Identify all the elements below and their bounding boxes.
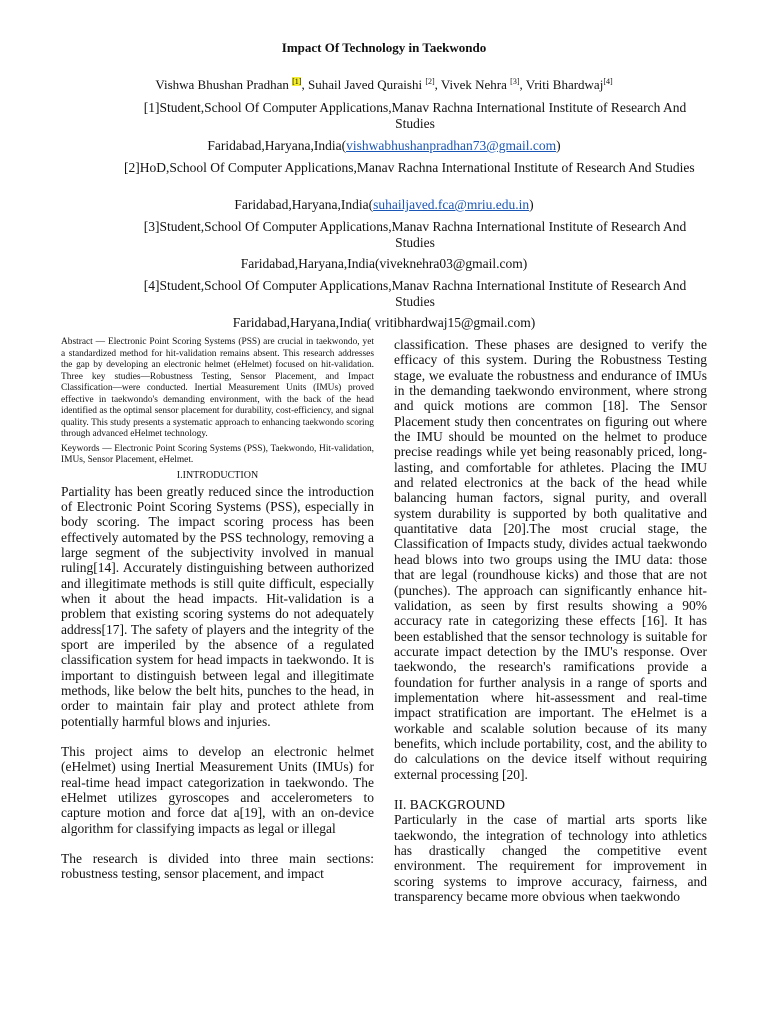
contact-text: Faridabad,Haryana,India(viveknehra03@gmail.com) <box>240 256 528 271</box>
paragraph: This project aims to develop an electronic helmet (eHelmet) using Inertial Measurement Units (IMUs) for real-time head impact categorization in taekwondo. The eHelmet utilizes gyroscopes and accelerometers to capture motion and force dat a[19], with an on-device algorithm for classifying impacts as legal or illegal <box>61 744 374 836</box>
author-mark: [2] <box>425 77 435 86</box>
author-separator: , <box>434 77 441 92</box>
affiliation-1: [1]Student,School Of Computer Applications,Manav Rachna International Institute of Research And Studies <box>143 100 687 131</box>
author-line <box>0 77 768 93</box>
paper-title: Impact Of Technology in Taekwondo <box>281 40 487 55</box>
contact-prefix: Faridabad,Haryana,India( <box>234 197 374 212</box>
email-link[interactable]: suhailjaved.fca@mriu.edu.in <box>373 197 530 212</box>
affiliation-4: [4]Student,School Of Computer Applications,Manav Rachna International Institute of Research And Studies <box>143 278 687 309</box>
author-separator: , <box>301 77 308 92</box>
paragraph-gap <box>61 729 374 744</box>
contact-suffix: ) <box>529 197 534 212</box>
section-heading-introduction: I.INTRODUCTION <box>176 469 259 481</box>
keywords: Keywords — Electronic Point Scoring Systems (PSS), Taekwondo, Hit-validation, IMUs, Sensor Placement, eHelmet. <box>61 443 374 465</box>
author-name: Vivek Nehra <box>440 77 511 92</box>
paragraph: Partiality has been greatly reduced since the introduction of Electronic Point Scoring Systems (PSS), especially in body scoring. The impact scoring process has been effectively automated by the PSS technology, removing a large segment of the subjectivity involved in manual ruling[14]. Accurately distinguishing between authorized and illegitimate methods is still quite difficult, especially when it about the head impacts. Hit-validation is a problem that existing scoring systems do not adequately address[17]. The safety of players and the integrity of the sport are imperiled by the absence of a regulated classification system for head impacts in taekwondo. It is important to distinguish between legal and illegitimate methods, like below the belt hits, punches to the head, in order to maintain fair play and protect athlete from potentially harmful blows and injuries. <box>61 483 374 729</box>
paragraph: The research is divided into three main sections: robustness testing, sensor placement, and impact <box>61 851 374 882</box>
email-link[interactable]: vishwabhushanpradhan73@gmail.com <box>346 138 557 153</box>
contact-1 <box>0 138 768 154</box>
author-mark: [1] <box>292 77 302 86</box>
affiliation-2: [2]HoD,School Of Computer Applications,Manav Rachna International Institute of Research And Studies <box>124 160 695 175</box>
author-name: Vriti Bhardwaj <box>525 77 604 92</box>
author-mark: [3] <box>510 77 520 86</box>
paragraph-gap <box>394 782 707 797</box>
contact-text: Faridabad,Haryana,India( vritibhardwaj15@gmail.com) <box>232 315 536 330</box>
author-mark: [4] <box>603 77 613 86</box>
contact-2 <box>0 197 768 213</box>
contact-suffix: ) <box>556 138 561 153</box>
contact-4 <box>0 315 768 331</box>
author-separator: , <box>519 77 526 92</box>
paragraph-gap <box>61 836 374 851</box>
left-column <box>61 337 374 882</box>
section-heading-background: II. BACKGROUND <box>394 796 505 812</box>
contact-prefix: Faridabad,Haryana,India( <box>207 138 347 153</box>
paragraph: Particularly in the case of martial arts sports like taekwondo, the integration of technology into athletics has drastically changed the competitive event environment. The requirement for improvement in scoring systems to improve accuracy, fairness, and transparency became more obvious when taekwondo <box>394 812 707 905</box>
affiliation-3: [3]Student,School Of Computer Applications,Manav Rachna International Institute of Research And Studies <box>143 219 687 250</box>
right-column <box>394 337 707 904</box>
abstract: Abstract — Electronic Point Scoring Systems (PSS) are crucial in taekwondo, yet a standardized method for hit-validation remains absent. This research addresses the gap by developing an electronic helmet (eHelmet) focused on hit-validation. Three key studies—Robustness Testing, Sensor Placement, and Impact Classification—were conducted. Inertial Measurement Units (IMUs) proved effective in taekwondo's demanding environment, with the back of the head identified as the optimal sensor placement for durability, cost-efficiency, and signal quality. This study presents a systematic approach to enhancing taekwondo scoring through advanced eHelmet technology. <box>61 337 374 439</box>
author-name: Suhail Javed Quraishi <box>307 77 426 92</box>
contact-3 <box>0 256 768 272</box>
author-name: Vishwa Bhushan Pradhan <box>155 77 293 92</box>
paragraph: classification. These phases are designed to verify the efficacy of this system. During the Robustness Testing stage, we evaluate the robustness and endurance of IMUs in the demanding taekwondo environment, where strong and quick motions are common [18]. The Sensor Placement study then concentrates on figuring out where the IMU should be mounted on the helmet to produce precise readings while yet being reasonably priced, long-lasting, and comfortable for athletes. Placing the IMU and related electronics at the back of the head while balancing human factors, signal purity, and overall system durability is supported by both qualitative and quantitative data [20].The most crucial stage, the Classification of Impacts study, divides actual taekwondo head blows into two groups using the IMU data: those that are legal (roundhouse kicks) and those that are not (punches). The approach can significantly enhance hit-validation, as seen by first results showing a 90% accuracy rate in categorizing these effects [16]. It has been established that the sensor technology is suitable for accurate impact detection by the IMU's response. Over taekwondo, the research's ramifications provide a foundation for further analysis in a range of sports and implementation where hit-assessment and real-time impact stratification are important. The eHelmet is a workable and scalable solution because of its many benefits, which include portability, cost, and the ability to do calculations on the device itself without requiring external processing [20]. <box>394 337 707 782</box>
